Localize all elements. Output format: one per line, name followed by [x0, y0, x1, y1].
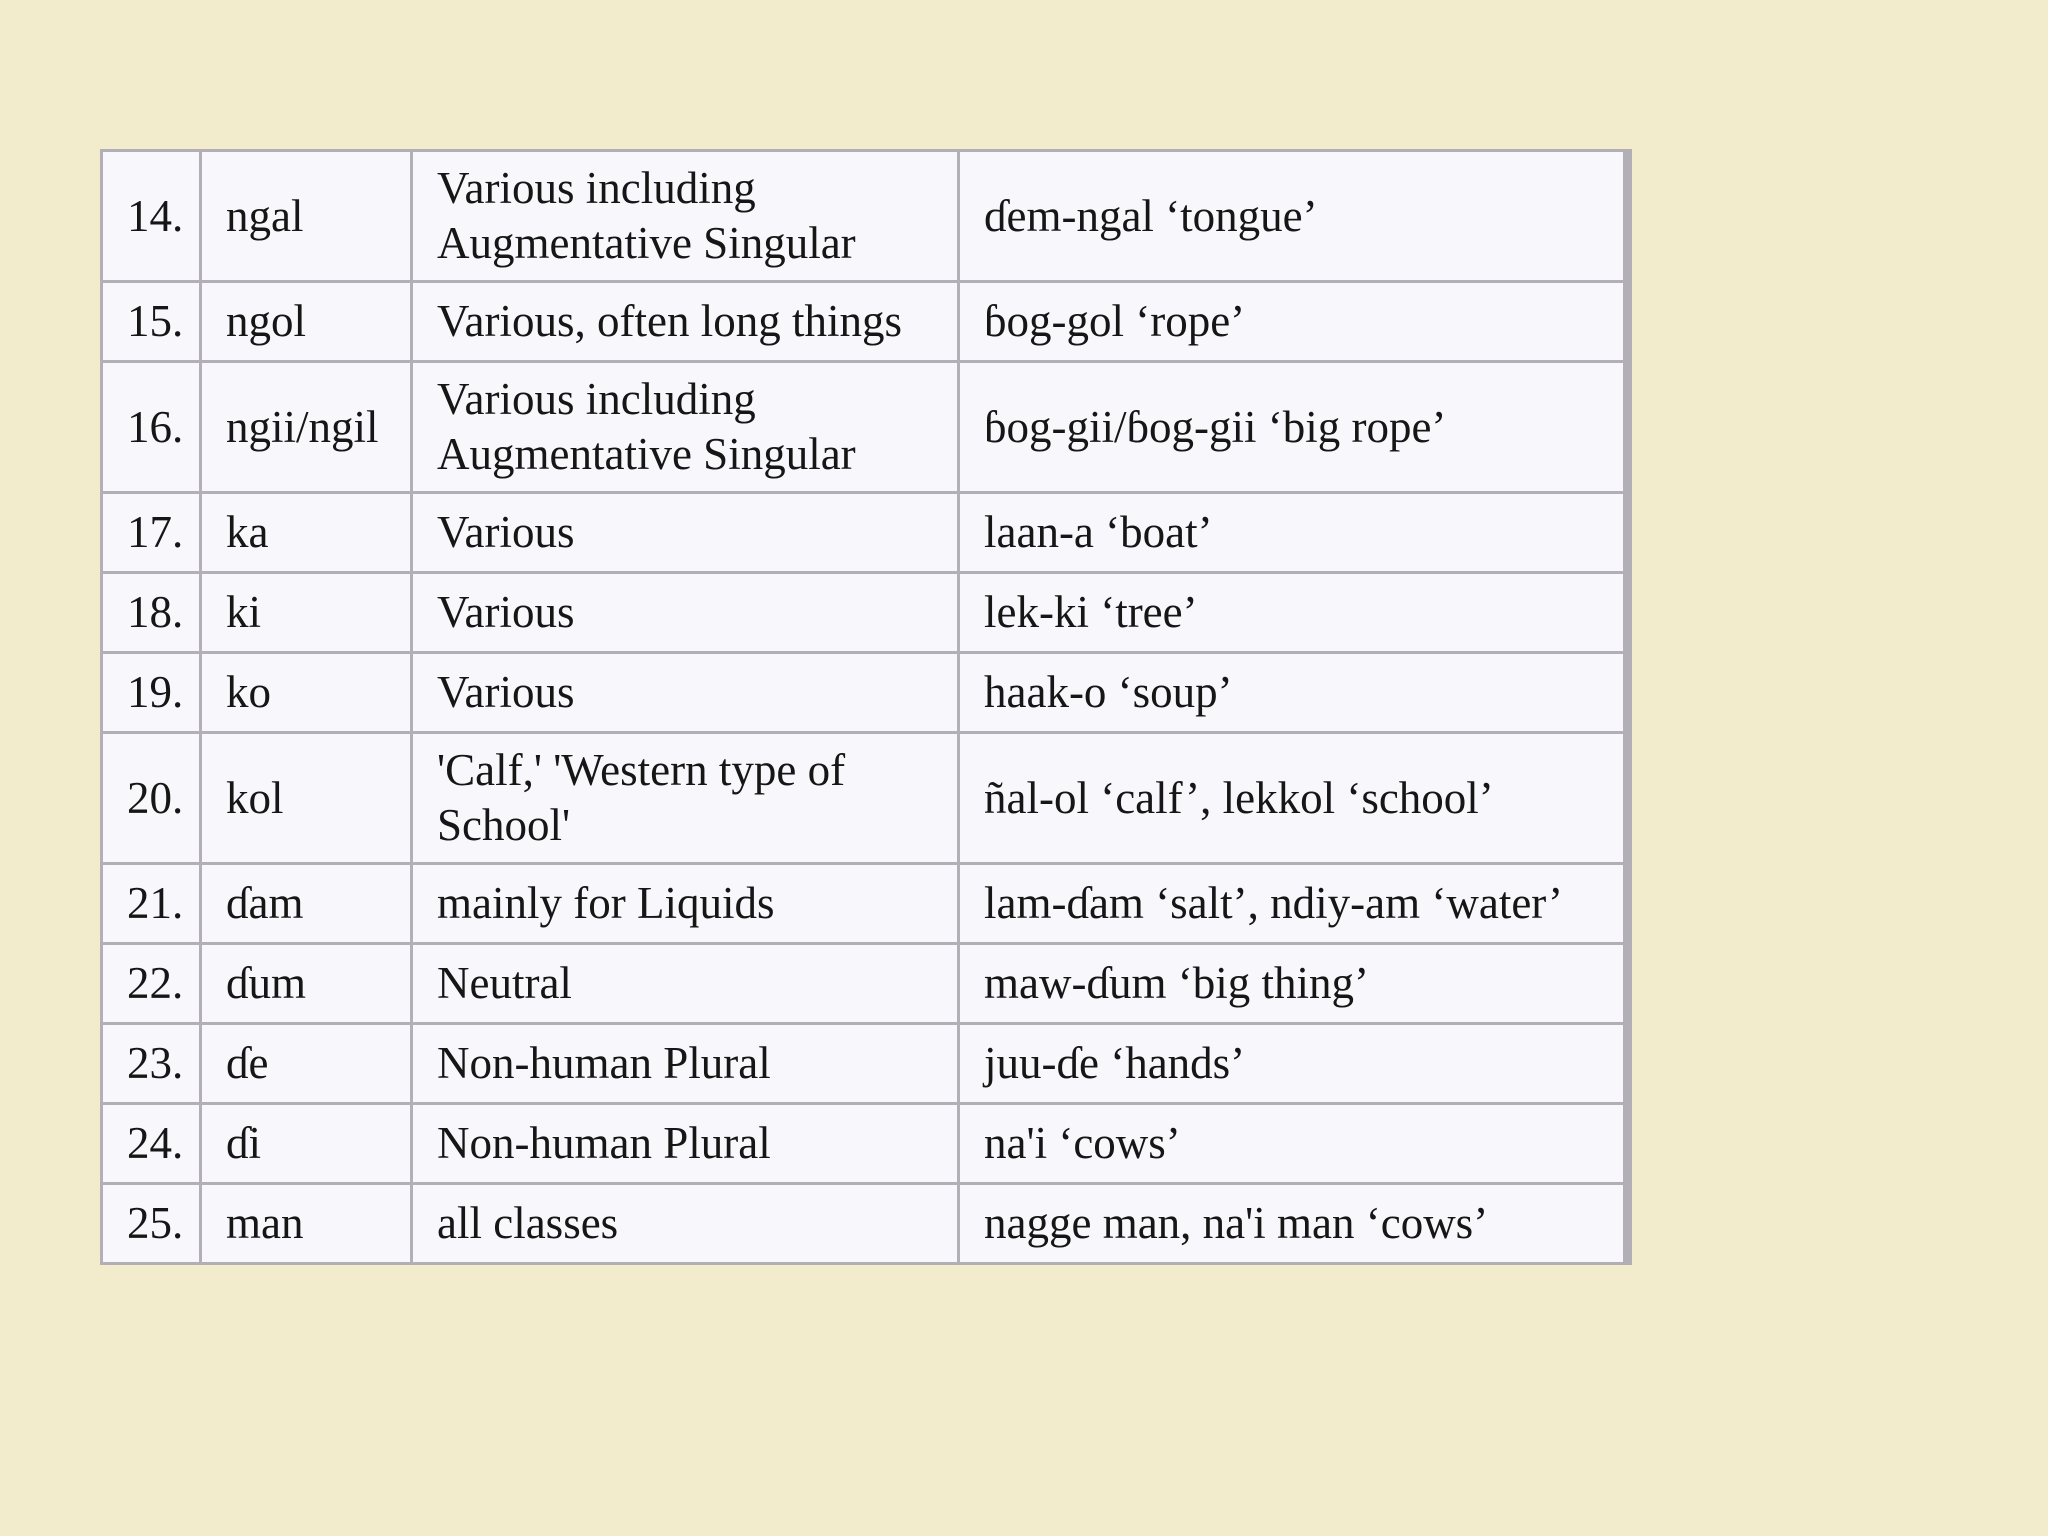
meaning-cell: Various, often long things [413, 283, 957, 360]
example-cell: juu-ɗe ‘hands’ [960, 1025, 1623, 1102]
class-number-cell: 23. [103, 1025, 199, 1102]
class-number-cell: 25. [103, 1185, 199, 1262]
example-cell: haak-o ‘soup’ [960, 654, 1623, 731]
class-number-cell: 16. [103, 363, 199, 491]
class-marker-cell: ɗum [202, 945, 410, 1022]
meaning-cell: Non-human Plural [413, 1105, 957, 1182]
meaning-cell: Various including Augmentative Singular [413, 363, 957, 491]
class-number-cell: 22. [103, 945, 199, 1022]
example-cell: ɓog-gol ‘rope’ [960, 283, 1623, 360]
example-cell: ɗem-ngal ‘tongue’ [960, 152, 1623, 280]
example-cell: laan-a ‘boat’ [960, 494, 1623, 571]
class-number-cell: 19. [103, 654, 199, 731]
table-row [103, 363, 1623, 491]
noun-class-table-frame [100, 149, 1632, 1265]
example-cell: maw-ɗum ‘big thing’ [960, 945, 1623, 1022]
class-number-cell: 21. [103, 865, 199, 942]
meaning-cell: Various [413, 654, 957, 731]
meaning-cell: Various [413, 494, 957, 571]
noun-class-table [100, 149, 1626, 1265]
meaning-cell: Various [413, 574, 957, 651]
class-marker-cell: ngii/ngil [202, 363, 410, 491]
class-number-cell: 20. [103, 734, 199, 862]
meaning-cell: mainly for Liquids [413, 865, 957, 942]
class-marker-cell: kol [202, 734, 410, 862]
class-number-cell: 15. [103, 283, 199, 360]
table-row [103, 1105, 1623, 1182]
class-number-cell: 18. [103, 574, 199, 651]
table-row [103, 945, 1623, 1022]
class-number-cell: 24. [103, 1105, 199, 1182]
class-number-cell: 17. [103, 494, 199, 571]
table-row [103, 865, 1623, 942]
example-cell: nagge man, na'i man ‘cows’ [960, 1185, 1623, 1262]
example-cell: lam-ɗam ‘salt’, ndiy-am ‘water’ [960, 865, 1623, 942]
meaning-cell: 'Calf,' 'Western type of School' [413, 734, 957, 862]
class-marker-cell: ɗam [202, 865, 410, 942]
class-marker-cell: ka [202, 494, 410, 571]
table-row [103, 494, 1623, 571]
class-marker-cell: ngol [202, 283, 410, 360]
example-cell: lek-ki ‘tree’ [960, 574, 1623, 651]
table-row [103, 574, 1623, 651]
table-row [103, 654, 1623, 731]
class-marker-cell: ko [202, 654, 410, 731]
class-marker-cell: man [202, 1185, 410, 1262]
class-marker-cell: ɗe [202, 1025, 410, 1102]
table-row [103, 1185, 1623, 1262]
class-marker-cell: ngal [202, 152, 410, 280]
example-cell: ñal-ol ‘calf’, lekkol ‘school’ [960, 734, 1623, 862]
meaning-cell: Various including Augmentative Singular [413, 152, 957, 280]
table-row [103, 152, 1623, 280]
example-cell: na'i ‘cows’ [960, 1105, 1623, 1182]
table-row [103, 1025, 1623, 1102]
meaning-cell: all classes [413, 1185, 957, 1262]
class-number-cell: 14. [103, 152, 199, 280]
table-body [103, 152, 1623, 1262]
table-row [103, 734, 1623, 862]
table-row [103, 283, 1623, 360]
meaning-cell: Neutral [413, 945, 957, 1022]
class-marker-cell: ɗi [202, 1105, 410, 1182]
meaning-cell: Non-human Plural [413, 1025, 957, 1102]
example-cell: ɓog-gii/ɓog-gii ‘big rope’ [960, 363, 1623, 491]
class-marker-cell: ki [202, 574, 410, 651]
